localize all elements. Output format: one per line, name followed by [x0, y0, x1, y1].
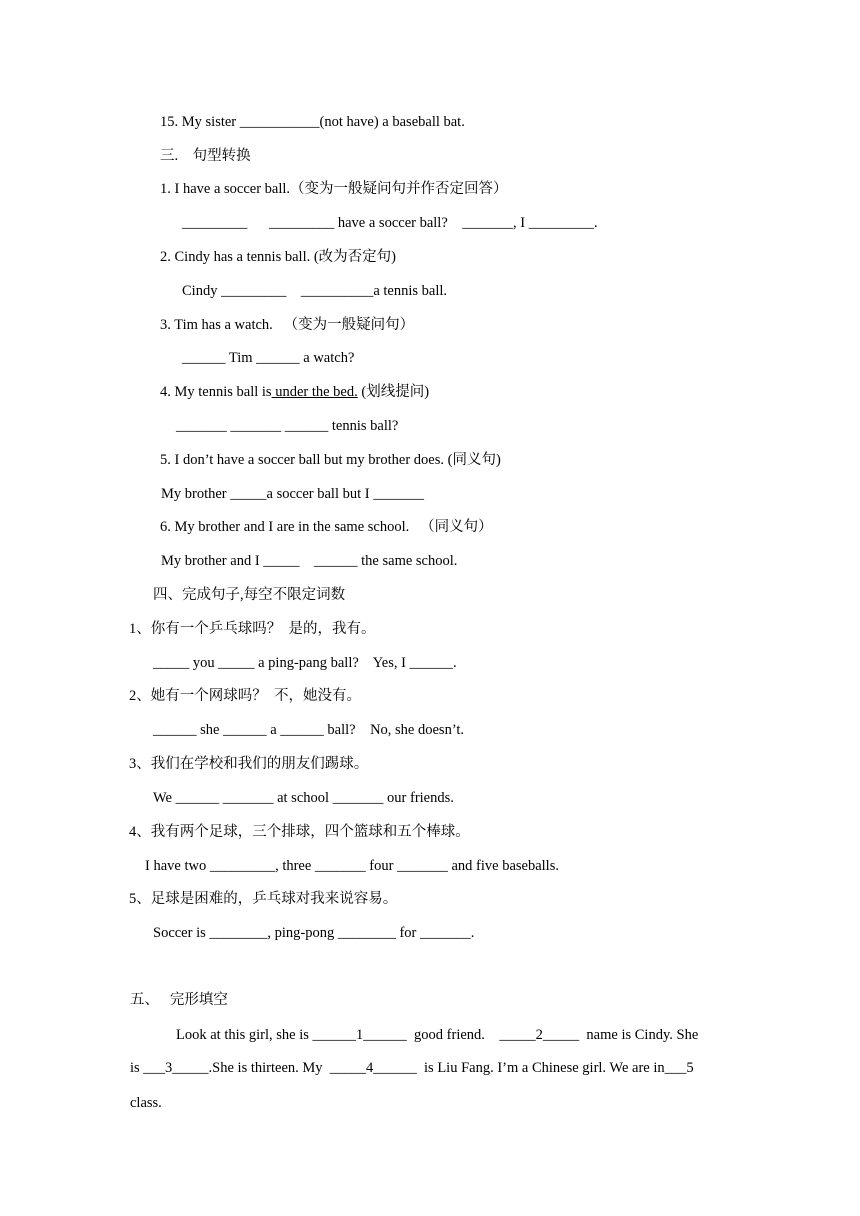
question-15: 15. My sister ___________(not have) a baseball bat.: [160, 114, 465, 130]
cloze-blank-2: _____2_____: [499, 1027, 580, 1043]
s3-q2-answer-line: Cindy _________ __________a tennis ball.: [182, 283, 448, 299]
s4-q5-answer-line: Soccer is ________, ping-pong ________ for _______.: [153, 925, 475, 941]
s3-q4-instruction: (划线提问): [357, 384, 430, 400]
s4-q1-answer-line: _____ you _____ a ping-pang ball? Yes, I ______.: [153, 655, 457, 671]
section-5-title: 五、 完形填空: [130, 992, 228, 1008]
s4-q2-answer-line: ______ she ______ a ______ ball? No, she doesn’t.: [153, 722, 465, 738]
s3-q5-answer-line: My brother _____a soccer ball but I _______: [161, 486, 424, 502]
s4-q3-answer-line: We ______ _______ at school _______ our friends.: [153, 790, 454, 806]
s3-q6-answer-line: My brother and I _____ ______ the same school.: [161, 553, 458, 569]
cloze-line-2: [130, 1059, 694, 1077]
s4-q3-chinese: 3、我们在学校和我们的朋友们踢球。: [129, 756, 369, 772]
s4-q4-answer-line: I have two _________, three _______ four _______ and five baseballs.: [145, 858, 559, 874]
cloze-blank-1: ______1______: [312, 1027, 407, 1043]
cloze-blank-5: ___5: [664, 1060, 694, 1076]
cloze-text: good friend.: [406, 1027, 500, 1043]
cloze-text: .She is thirteen. My: [208, 1060, 330, 1076]
cloze-text: name is Cindy. She: [579, 1027, 699, 1043]
section-4-title: 四、完成句子,每空不限定词数: [153, 587, 346, 603]
s3-q5-prompt: 5. I don’t have a soccer ball but my brother does. (同义句): [160, 452, 501, 468]
cloze-text: Look at this girl, she is: [176, 1027, 313, 1043]
cloze-line-3: class.: [130, 1095, 162, 1111]
s3-q2-prompt: 2. Cindy has a tennis ball. (改为否定句): [160, 249, 396, 265]
s4-q4-chinese: 4、我有两个足球，三个排球，四个篮球和五个棒球。: [129, 824, 470, 840]
cloze-blank-4: _____4______: [329, 1060, 417, 1076]
cloze-blank-3: ___3_____: [143, 1060, 209, 1076]
cloze-text: is: [130, 1060, 144, 1076]
s3-q4-answer-line: _______ _______ ______ tennis ball?: [176, 418, 399, 434]
s3-q3-answer-line: ______ Tim ______ a watch?: [182, 350, 355, 366]
cloze-line-1: [176, 1026, 698, 1044]
s4-q1-chinese: 1、你有一个乒乓球吗？ 是的，我有。: [129, 621, 376, 637]
s3-q3-prompt: 3. Tim has a watch. （变为一般疑问句）: [160, 317, 415, 333]
s3-q1-prompt: 1. I have a soccer ball.（变为一般疑问句并作否定回答）: [160, 181, 508, 197]
section-3-title: 三. 句型转换: [160, 148, 251, 164]
s4-q5-chinese: 5、足球是困难的，乒乓球对我来说容易。: [129, 891, 398, 907]
cloze-text: is Liu Fang. I’m a Chinese girl. We are in: [416, 1060, 665, 1076]
s3-q4-underlined-phrase: under the bed.: [271, 384, 358, 400]
s3-q4-text: 4. My tennis ball is: [160, 384, 272, 400]
s3-q6-prompt: 6. My brother and I are in the same school. （同义句）: [160, 519, 493, 535]
s4-q2-chinese: 2、她有一个网球吗？ 不，她没有。: [129, 688, 361, 704]
s3-q4-prompt: [160, 383, 429, 401]
s3-q1-answer-line: _________ _________ have a soccer ball? _______, I _________.: [182, 215, 598, 231]
